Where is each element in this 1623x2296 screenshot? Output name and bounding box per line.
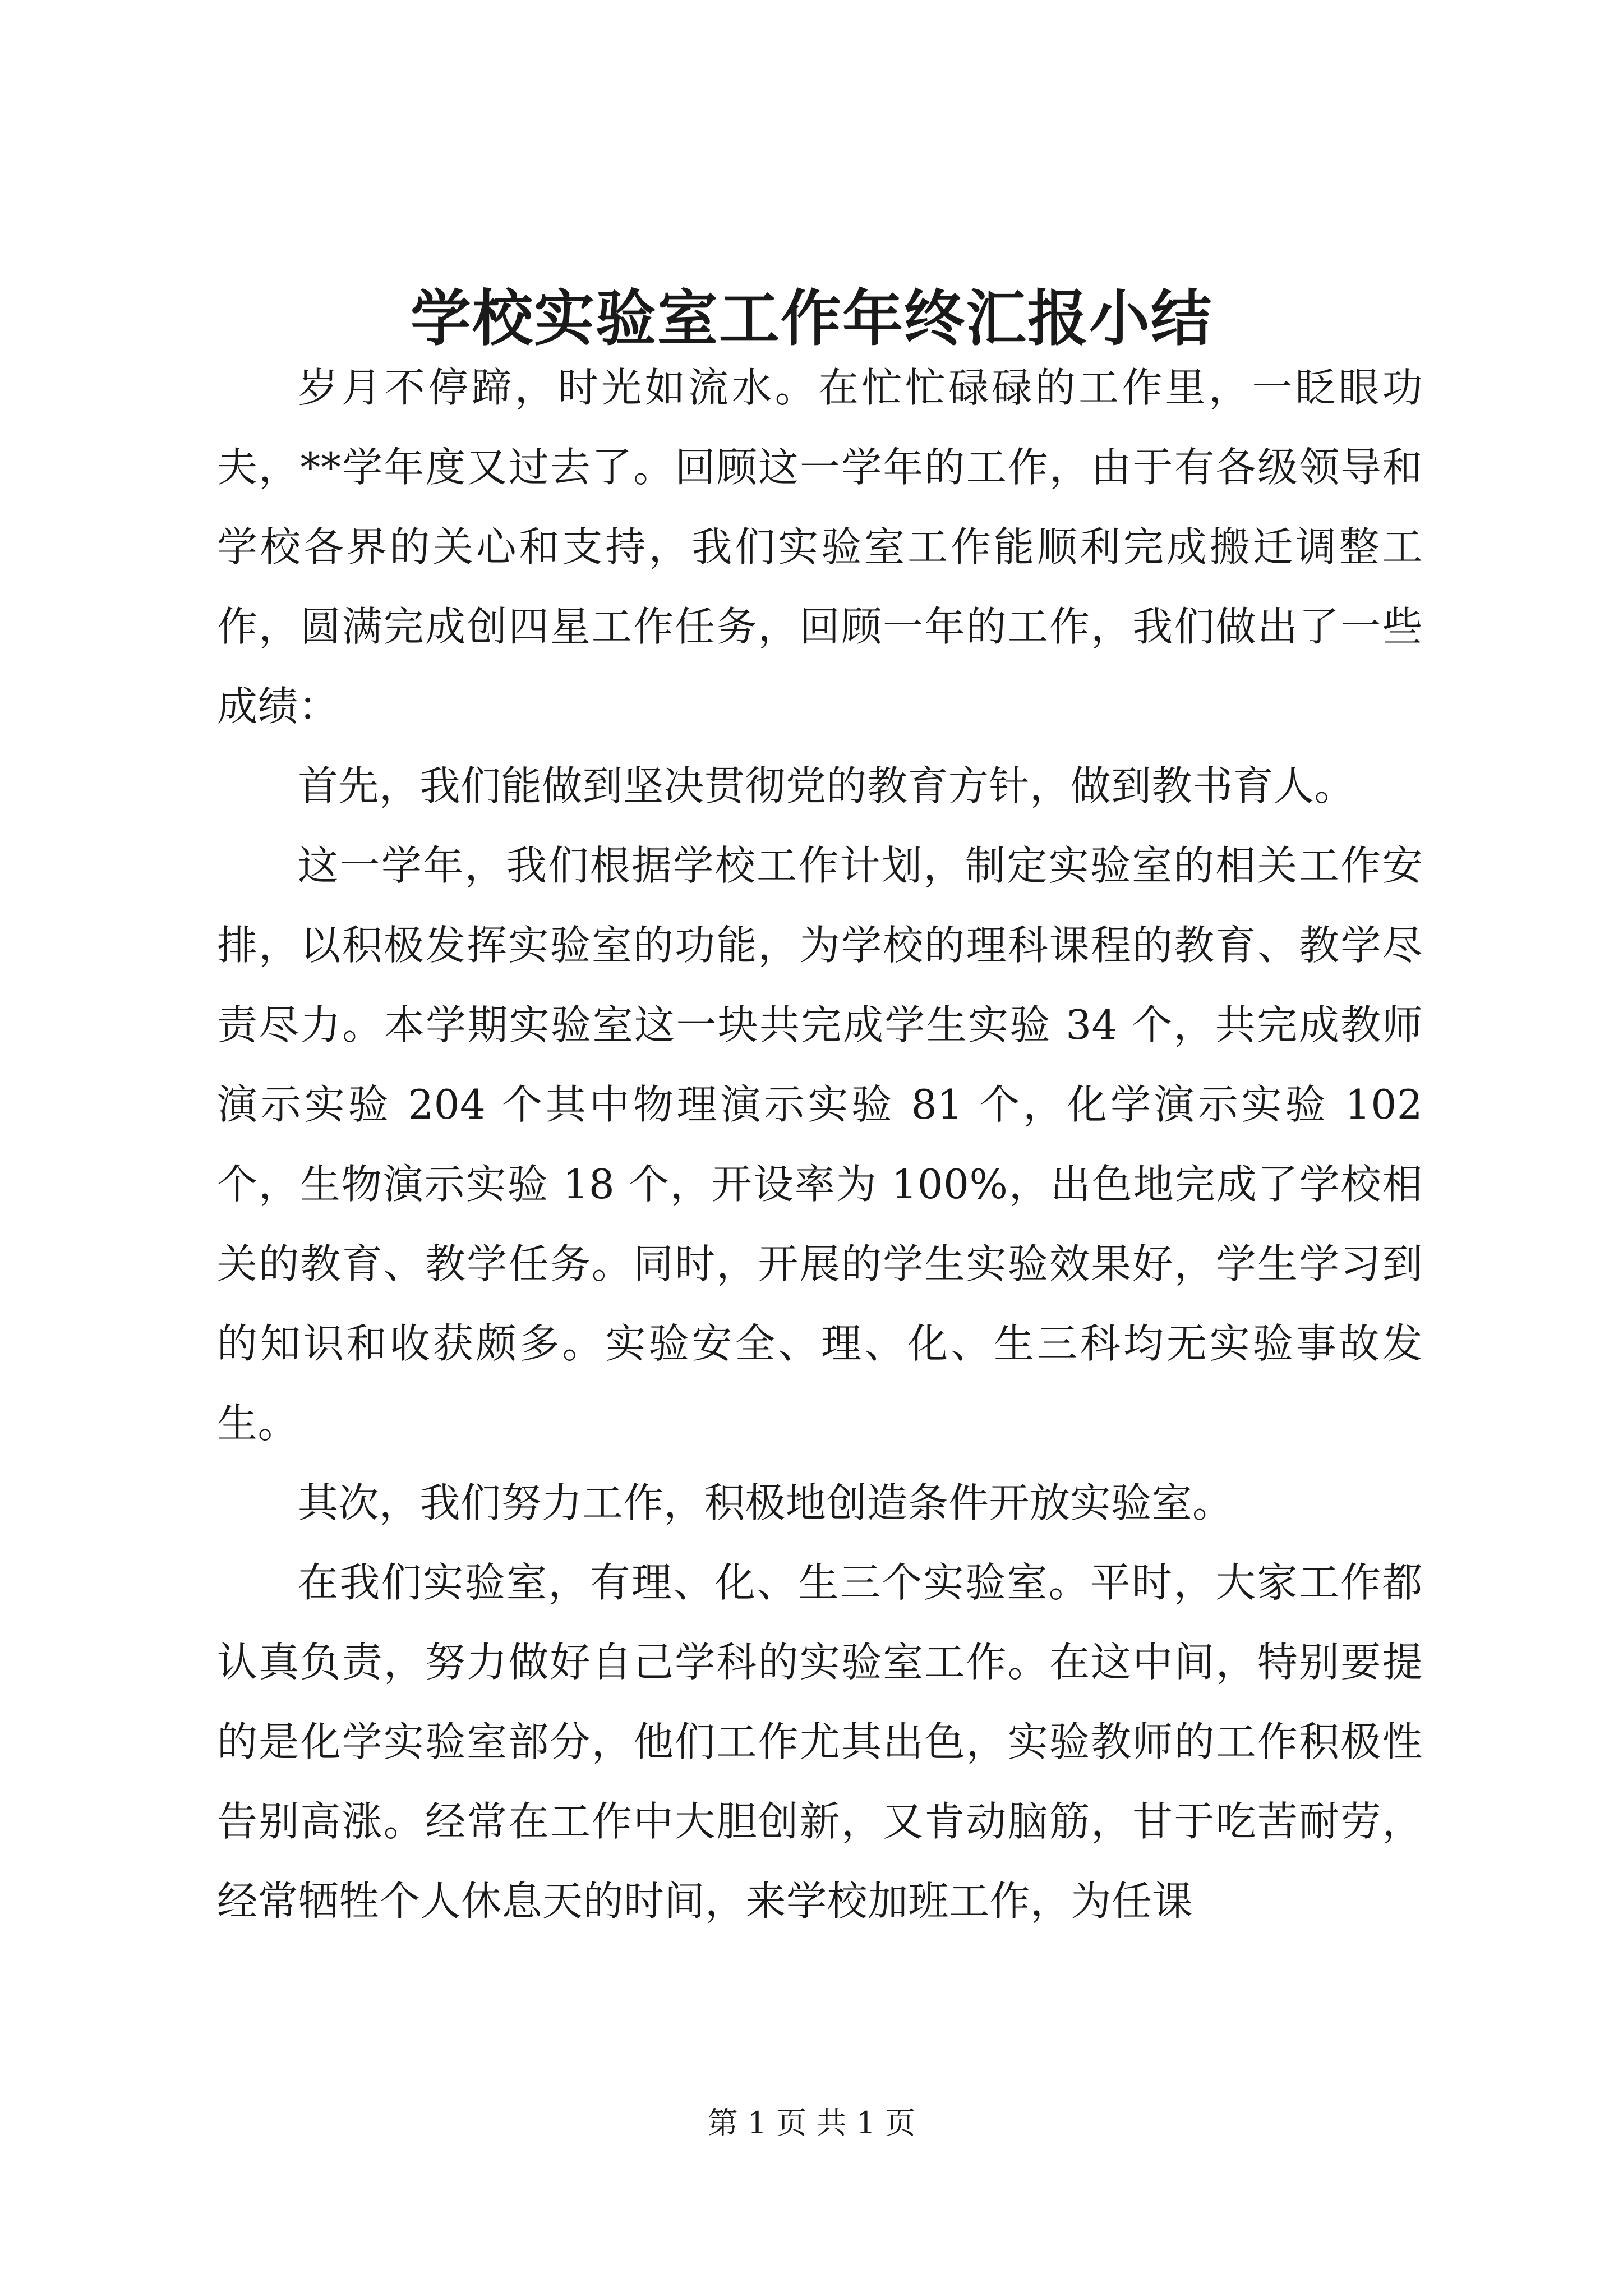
page-number-footer: 第 1 页 共 1 页 [707,2105,916,2141]
paragraph-3: 这一学年，我们根据学校工作计划，制定实验室的相关工作安排，以积极发挥实验室的功能，为学校的理科课程的教育、教学尽责尽力。本学期实验室这一块共完成学生实验 34 个，共完成教师演示实验 204 个其中物理演示实验 81 个，化学演示实验 102 个，生物演示实验 18 个，开设率为 100%，出色地完成了学校相关的教育、教学任务。同时，开展的学生实验效果好，学生学习到的知识和收获颇多。实验安全、理、化、生三科均无实验事故发生。 [217,842,1423,1447]
paragraph-5: 在我们实验室，有理、化、生三个实验室。平时，大家工作都认真负责，努力做好自己学科的实验室工作。在这中间，特别要提的是化学实验室部分，他们工作尤其出色，实验教师的工作积极性告别高涨。经常在工作中大胆创新，又肯动脑筋，甘于吃苦耐劳，经常牺牲个人休息天的时间，来学校加班工作，为任课 [217,1559,1423,1925]
paragraph-1: 岁月不停蹄，时光如流水。在忙忙碌碌的工作里，一眨眼功夫，**学年度又过去了。回顾这一学年的工作，由于有各级领导和学校各界的关心和支持，我们实验室工作能顺利完成搬迁调整工作，圆满完成创四星工作任务，回顾一年的工作，我们做出了一些成绩： [217,364,1423,730]
paragraph-2: 首先，我们能做到坚决贯彻党的教育方针，做到教书育人。 [298,762,1355,809]
document-body [217,348,1423,1941]
paragraph-4: 其次，我们努力工作，积极地创造条件开放实验室。 [298,1479,1233,1526]
document-title: 学校实验室工作年终汇报小结 [410,283,1212,354]
